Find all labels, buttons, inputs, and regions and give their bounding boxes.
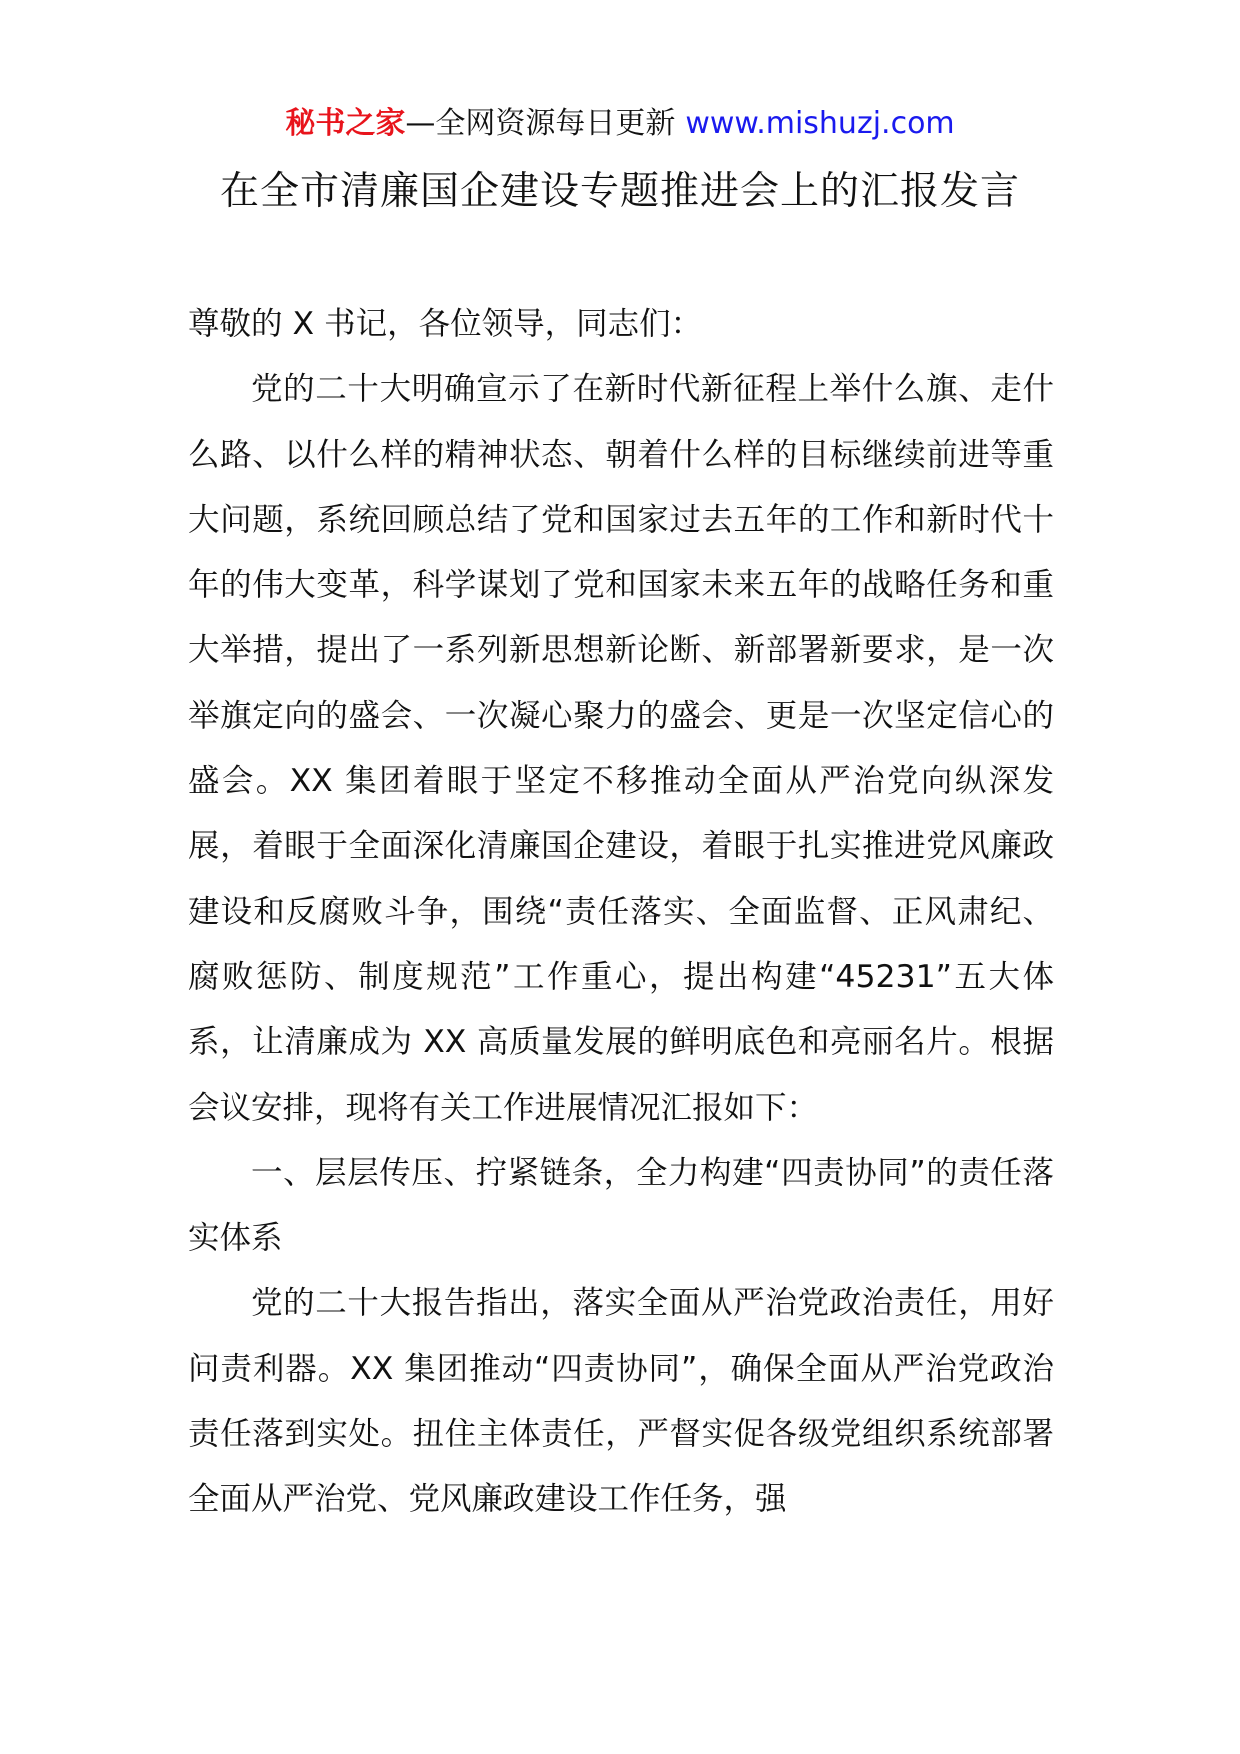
site-header	[0, 104, 1240, 144]
site-url-link[interactable]: www.mishuzj.com	[685, 106, 955, 141]
document-title: 在全市清廉国企建设专题推进会上的汇报发言	[219, 169, 1020, 214]
section-heading-1: 一、层层传压、拧紧链条，全力构建“四责协同”的责任落实体系	[188, 1154, 1054, 1257]
salutation: 尊敬的 X 书记，各位领导，同志们：	[188, 306, 703, 342]
paragraph-section-1: 党的二十大报告指出，落实全面从严治党政治责任，用好问责利器。XX 集团推动“四责协同”，确保全面从严治党政治责任落到实处。扭住主体责任，严督实促各级党组织系统部署全面从严治党、党风廉政建设工作任务，强	[188, 1285, 1054, 1518]
document-body	[188, 292, 1054, 1533]
paragraph-intro: 党的二十大明确宣示了在新时代新征程上举什么旗、走什么路、以什么样的精神状态、朝着什么样的目标继续前进等重大问题，系统回顾总结了党和国家过去五年的工作和新时代十年的伟大变革，科学谋划了党和国家未来五年的战略任务和重大举措，提出了一系列新思想新论断、新部署新要求，是一次举旗定向的盛会、一次凝心聚力的盛会、更是一次坚定信心的盛会。XX 集团着眼于坚定不移推动全面从严治党向纵深发展，着眼于全面深化清廉国企建设，着眼于扎实推进党风廉政建设和反腐败斗争，围绕“责任落实、全面监督、正风肃纪、腐败惩防、制度规范”工作重心，提出构建“45231”五大体系，让清廉成为 XX 高质量发展的鲜明底色和亮丽名片。根据会议安排，现将有关工作进展情况汇报如下：	[188, 371, 1054, 1126]
brand-name: 秘书之家	[285, 106, 406, 141]
header-tagline: —全网资源每日更新	[405, 106, 676, 141]
